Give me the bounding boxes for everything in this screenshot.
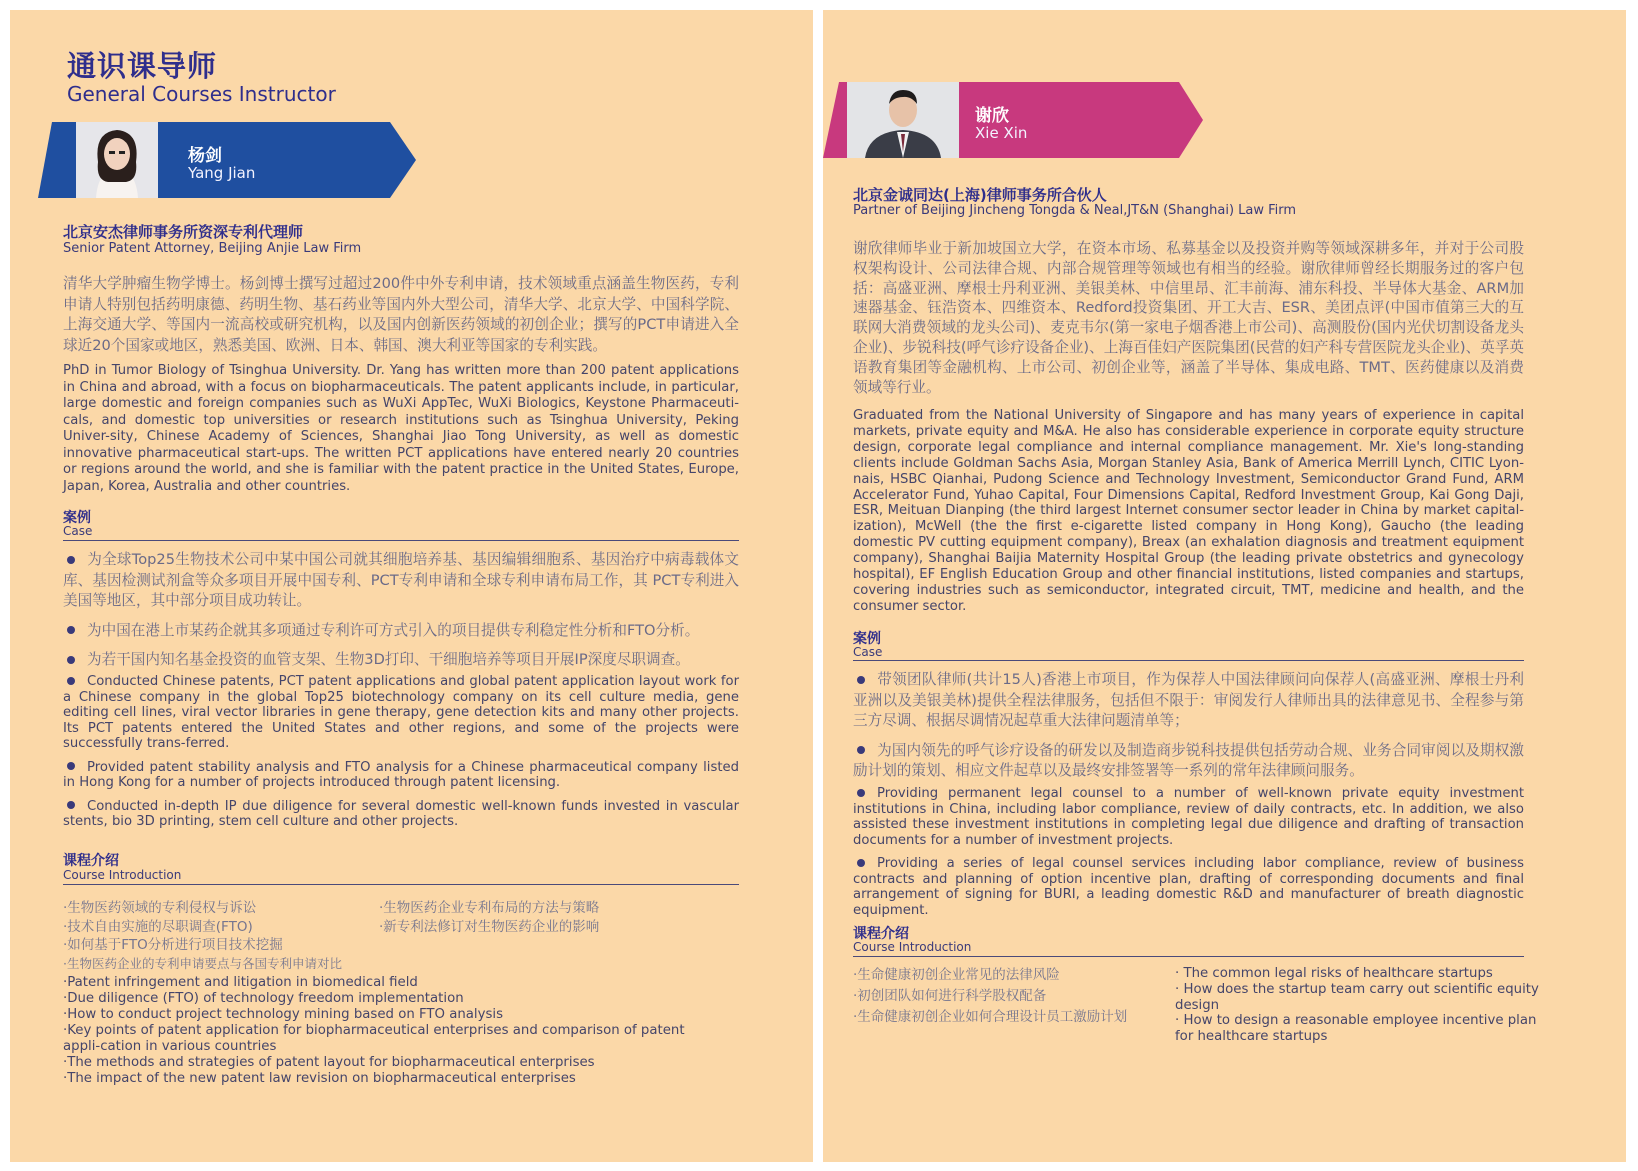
case-list-zh: [853, 670, 1524, 791]
list-item: ·生命健康初创企业常见的法律风险: [853, 967, 1060, 983]
list-item: Conducted Chinese patents, PCT patent applications and global patent application layout work for a Chinese company in the global Top25 biotechnology company on its cell culture media, gene editing cell lines, viral vector libraries in gene therapy, gene detection kits and many other projects. Its PCT patents entered the United States and other regions, and some of the projects were successfully trans-ferred.: [63, 674, 739, 751]
list-item: Providing a series of legal counsel services including labor compliance, review of business contracts and planning of option incentive plan, drafting of corresponding documents and final arrangement of signing for BURI, a leading domestic R&D and manufacturer of breath diagnostic equipment.: [853, 856, 1524, 918]
case-list-zh: [63, 550, 739, 680]
bullet-icon: [857, 676, 865, 684]
list-item: · How to design a reasonable employee incentive plan for healthcare startups: [1175, 1013, 1537, 1045]
bio-en: Graduated from the National University of Singapore and has many years of experience in capital markets, private equity and M&A. He also has considerable experience in corporate equity structure design, corporate legal compliance and internal compliance management. Mr. Xie's long-standing clients include Goldman Sachs Asia, Morgan Stanley Asia, Bank of America Merrill Lynch, CITIC Lyon-nais, HSBC Qianhai, Pudong Science and Technology Investment, Semiconductor Grand Fund, ARM Accelerator Fund, Yuhao Capital, Four Dimensions Capital, Redford Investment Group, Kai Gong Daji, ESR, Meituan Dianping (the third largest Internet consumer sector leader in China by market capital-ization), McWell (the the first e-cigarette listed company in Hong Kong), Gaucho (the leading domestic PV cutting equipment company), Breax (an exhalation diagnosis and treatment equipment company), Shanghai Baijia Maternity Hospital Group (the leading private obstetrics and gynecology hospital), EF English Education Group and other financial institutions, listed companies and startups, covering industries such as semiconductor, integrated circuit, TMT, medicine and health, and the consumer sector.: [853, 408, 1524, 614]
list-item: ·The methods and strategies of patent layout for biopharmaceutical enterprises: [63, 1055, 595, 1070]
list-item: ·Key points of patent application for biopharmaceutical enterprises and comparison of patent appli-cation in various countries: [63, 1023, 685, 1054]
section-header-zh: 通识课导师: [67, 49, 218, 83]
right-page: [823, 10, 1626, 1162]
bullet-icon: [67, 677, 75, 685]
bio-en: PhD in Tumor Biology of Tsinghua University. Dr. Yang has written more than 200 patent applications in China and abroad, with a focus on biopharmaceuticals. The patent applicants include, in particular, large domestic and foreign companies such as WuXi AppTec, WuXi Biologics, Keystone Pharmaceuti-cals, and domestic top universities or research institutions such as Tsinghua University, Peking Univer-sity, Chinese Academy of Sciences, Shanghai Jiao Tong University, as well as domestic innovative pharmaceutical start-ups. The written PCT applications have entered nearly 20 countries or regions around the world, and she is familiar with the patent practice in the United States, Europe, Japan, Korea, Australia and other countries.: [63, 363, 739, 494]
list-item: ·生物医药领域的专利侵权与诉讼: [63, 900, 257, 916]
list-item: ·初创团队如何进行科学股权配备: [853, 988, 1047, 1004]
case-divider: [853, 660, 1524, 661]
case-heading-en: Case: [853, 645, 883, 659]
instructor-title-zh: 北京安杰律师事务所资深专利代理师: [63, 223, 304, 241]
bio-zh: 清华大学肿瘤生物学博士。杨剑博士撰写过超过200件中外专利申请，技术领域重点涵盖生物医药，专利申请人特别包括药明康德、药明生物、基石药业等国内外大型公司，清华大学、北京大学、中国科学院、上海交通大学、等国内一流高校或研究机构，以及国内创新医药领域的初创企业；撰写的PCT申请进入全球近20个国家或地区，熟悉美国、欧洲、日本、韩国、澳大利亚等国家的专利实践。: [63, 275, 739, 354]
course-list-en: [63, 975, 723, 1087]
case-divider: [63, 540, 739, 541]
avatar-yang: [76, 122, 158, 198]
instructor-name-en: Yang Jian: [188, 164, 256, 182]
instructor-title-en: Partner of Beijing Jincheng Tongda & Neal,JT&N (Shanghai) Law Firm: [853, 203, 1297, 218]
list-item: · The common legal risks of healthcare startups: [1175, 966, 1493, 981]
list-item: ·技术自由实施的尽职调查(FTO): [63, 918, 253, 935]
case-list-en: [63, 674, 739, 838]
course-list-en: [1175, 966, 1540, 1045]
course-heading-en: Course Introduction: [853, 940, 972, 954]
bullet-icon: [67, 556, 75, 564]
course-list-zh-col2: [379, 899, 599, 936]
list-item: ·How to conduct project technology mining based on FTO analysis: [63, 1007, 504, 1022]
list-item: ·Patent infringement and litigation in biomedical field: [63, 975, 418, 990]
list-item: 为若干国内知名基金投资的血管支架、生物3D打印、干细胞培养等项目开展IP深度尽职调查。: [63, 650, 739, 671]
case-heading-en: Case: [63, 524, 93, 538]
list-item: Provided patent stability analysis and FTO analysis for a Chinese pharmaceutical company listed in Hong Kong for a number of projects introduced through patent licensing.: [63, 759, 739, 790]
list-item: ·生物医药企业的专利申请要点与各国专利申请对比: [63, 955, 342, 971]
course-heading-en: Course Introduction: [63, 868, 182, 882]
list-item: ·如何基于FTO分析进行项目技术挖掘: [63, 937, 283, 953]
bullet-icon: [857, 789, 865, 797]
list-item: 为国内领先的呼气诊疗设备的研发以及制造商步锐科技提供包括劳动合规、业务合同审阅以及期权激励计划的策划、相应文件起草以及最终安排签署等一系列的常年法律顾问服务。: [853, 741, 1524, 779]
section-header-en: General Courses Instructor: [67, 82, 336, 106]
bullet-icon: [857, 859, 865, 867]
case-heading-zh: 案例: [853, 631, 881, 647]
list-item: 为中国在港上市某药企就其多项通过专利许可方式引入的项目提供专利稳定性分析和FTO分析。: [63, 621, 739, 642]
course-heading-zh: 课程介绍: [853, 926, 909, 942]
list-item: ·生命健康初创企业如何合理设计员工激励计划: [853, 1009, 1128, 1025]
course-list-zh: [853, 965, 1127, 1028]
list-item: ·新专利法修订对生物医药企业的影响: [379, 918, 600, 935]
list-item: Conducted in-depth IP due diligence for several domestic well-known funds invested in vascular stents, bio 3D printing, stem cell culture and other projects.: [63, 798, 739, 829]
bullet-icon: [67, 656, 75, 664]
instructor-name-zh: 杨剑: [188, 146, 222, 166]
list-item: ·Due diligence (FTO) of technology freedom implementation: [63, 991, 464, 1006]
bullet-icon: [67, 626, 75, 634]
case-list-en: [853, 786, 1524, 926]
case-heading-zh: 案例: [63, 510, 91, 526]
bullet-icon: [857, 746, 865, 754]
list-item: · How does the startup team carry out scientific equity design: [1175, 981, 1539, 1013]
bullet-icon: [67, 801, 75, 809]
course-divider: [853, 956, 1524, 957]
bullet-icon: [67, 762, 75, 770]
instructor-banner-xie: [823, 82, 1205, 158]
list-item: ·生物医药企业专利布局的方法与策略: [379, 900, 600, 916]
avatar-xie: [847, 82, 959, 158]
left-page: [10, 10, 813, 1162]
list-item: ·The impact of the new patent law revision on biopharmaceutical enterprises: [63, 1071, 576, 1086]
instructor-title-en: Senior Patent Attorney, Beijing Anjie Law Firm: [63, 241, 362, 256]
bio-zh: 谢欣律师毕业于新加坡国立大学，在资本市场、私募基金以及投资并购等领域深耕多年，并对于公司股权架构设计、公司法律合规、内部合规管理等领域也有相当的经验。谢欣律师曾经长期服务过的客户包括：高盛亚洲、摩根士丹利亚洲、美银美林、中信里昂、汇丰前海、浦东科投、半导体大基金、ARM加速器基金、钰浩资本、四维资本、Redford投资集团、开工大吉、ESR、美团点评(中国市值第三大的互联网大消费领域的龙头公司)、麦克韦尔(第一家电子烟香港上市公司)、高测股份(国内光伏切割设备龙头企业)、步锐科技(呼气诊疗设备企业)、上海百佳妇产医院集团(民营的妇产科专营医院龙头企业)、英孚英语教育集团等金融机构、上市公司、初创企业等，涵盖了半导体、集成电路、TMT、医药健康以及消费领域等行业。: [853, 240, 1524, 396]
instructor-name-en: Xie Xin: [975, 124, 1028, 142]
list-item: 带领团队律师(共计15人)香港上市项目，作为保荐人中国法律顾问向保荐人(高盛亚洲、摩根士丹利亚洲以及美银美林)提供全程法律服务，包括但不限于：审阅发行人律师出具的法律意见书、全程参与第三方尽调、根据尽调情况起草重大法律问题清单等；: [853, 671, 1524, 729]
instructor-title-zh: 北京金诚同达(上海)律师事务所合伙人: [853, 186, 1107, 204]
list-item: 为全球Top25生物技术公司中某中国公司就其细胞培养基、基因编辑细胞系、基因治疗中病毒载体文库、基因检测试剂盒等众多项目开展中国专利、PCT专利申请和全球专利申请布局工作，其 PCT专利进入美国等地区，其中部分项目成功转让。: [63, 551, 739, 609]
course-list-zh-col1: [63, 899, 342, 973]
instructor-banner-yang: [38, 122, 418, 198]
course-divider: [63, 884, 739, 885]
instructor-name-zh: 谢欣: [975, 106, 1009, 126]
course-heading-zh: 课程介绍: [63, 853, 119, 869]
list-item: Providing permanent legal counsel to a number of well-known private equity investment institutions in China, including labor compliance, review of daily contracts, etc. In addition, we also assisted these investment institutions in completing legal due diligence and drafting of transaction documents for a number of investment projects.: [853, 786, 1524, 848]
